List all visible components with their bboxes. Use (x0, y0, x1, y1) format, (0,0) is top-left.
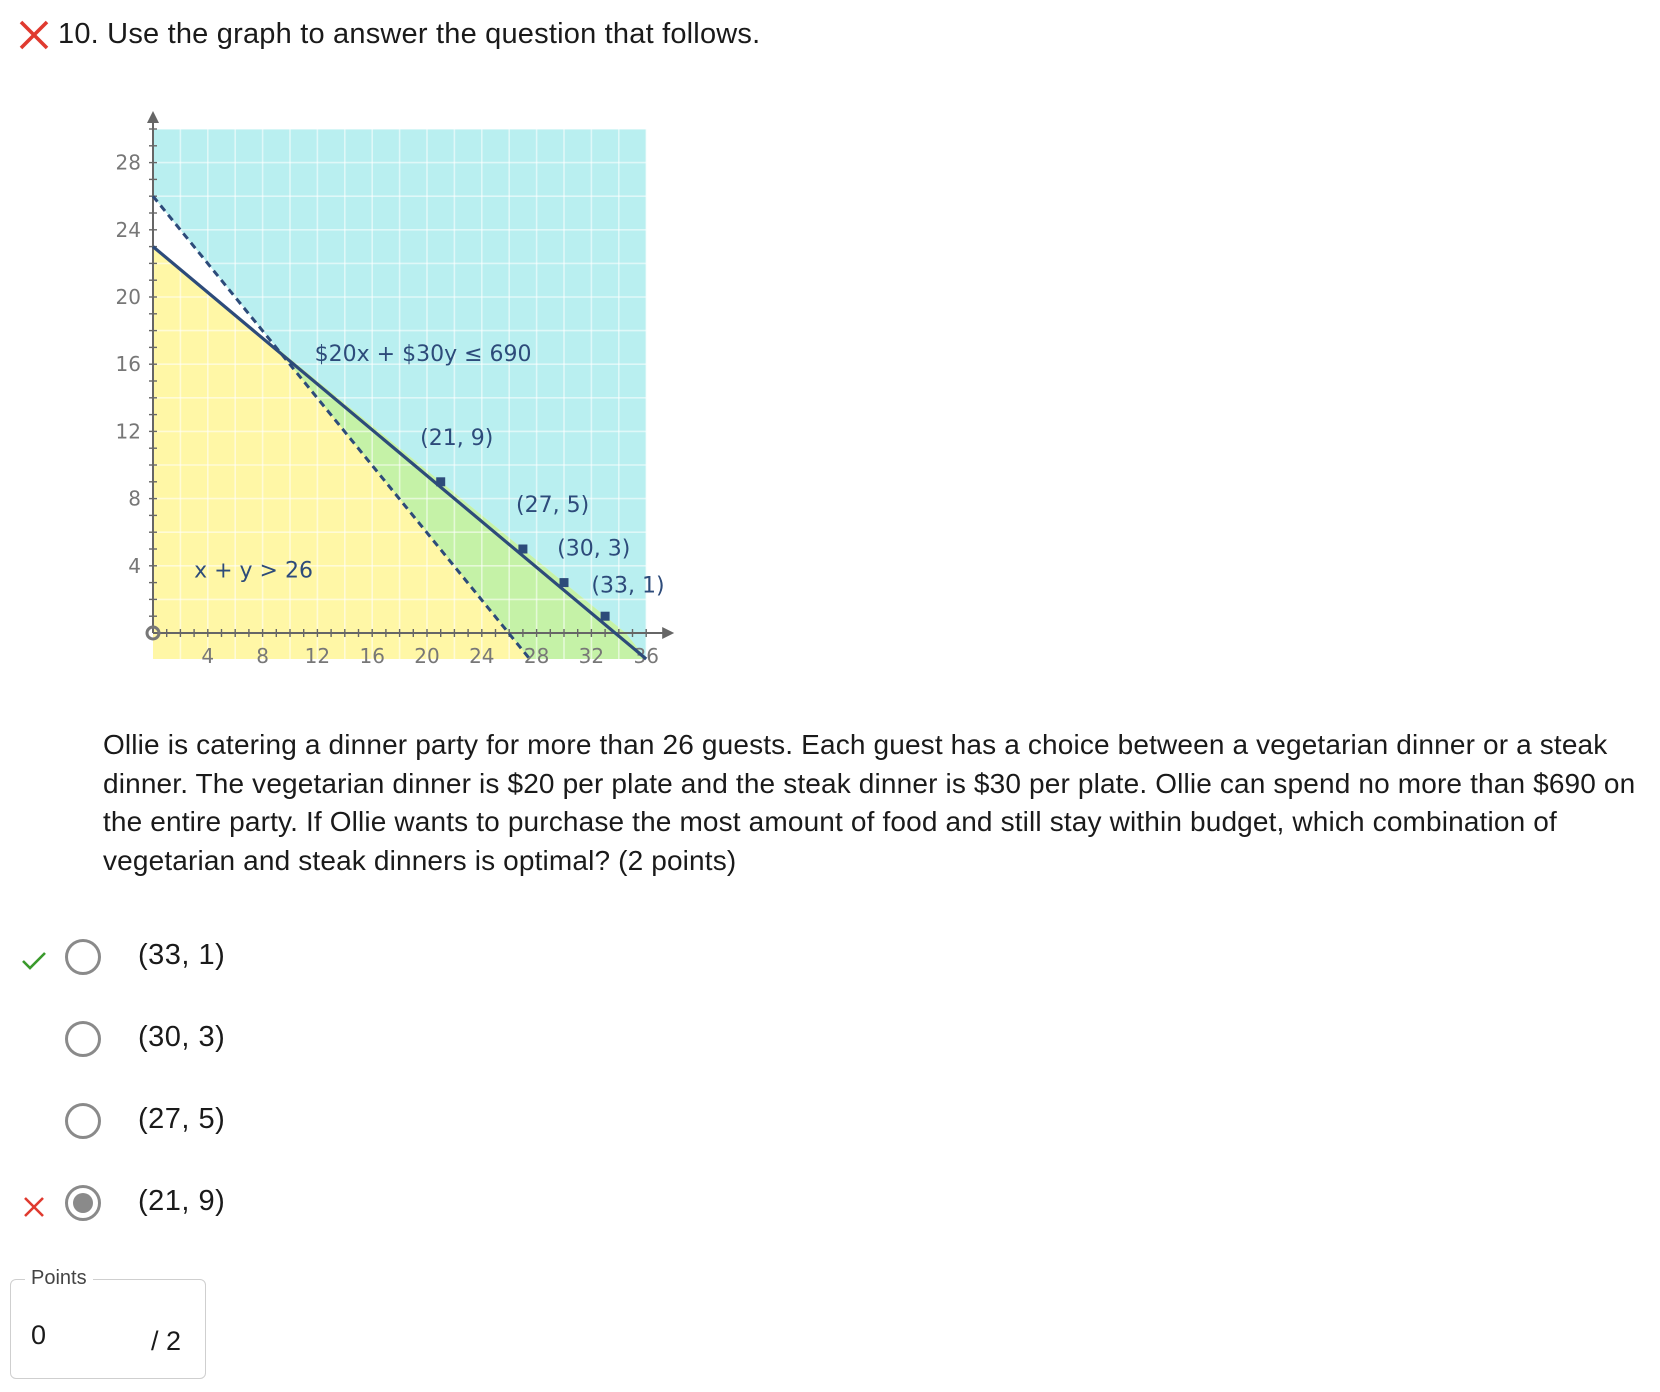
option-label: (21, 9) (138, 1185, 226, 1217)
incorrect-x-icon (20, 1193, 48, 1221)
data-point (560, 578, 569, 587)
option-label: (33, 1) (138, 939, 226, 971)
radio-button[interactable] (65, 939, 101, 975)
x-tick-label: 24 (469, 644, 495, 668)
x-tick-label: 28 (523, 644, 550, 668)
data-point (518, 545, 527, 554)
option-label: (27, 5) (138, 1103, 226, 1135)
data-point-label: (27, 5) (516, 493, 590, 519)
x-tick-label: 20 (414, 644, 440, 668)
y-tick-label: 16 (115, 352, 141, 377)
answer-option[interactable] (0, 1099, 500, 1149)
x-tick-label: 8 (256, 644, 269, 668)
data-point-label: (33, 1) (591, 573, 665, 599)
points-box (10, 1267, 206, 1379)
points-legend: Points (25, 1267, 93, 1290)
data-point-label: (30, 3) (557, 536, 631, 562)
y-axis-arrow (147, 111, 159, 123)
radio-button[interactable] (65, 1185, 101, 1221)
points-earned: 0 (31, 1320, 47, 1350)
y-tick-label: 12 (115, 419, 141, 444)
y-tick-label: 20 (115, 285, 141, 309)
data-point-label: (21, 9) (420, 425, 494, 451)
option-label: (30, 3) (138, 1021, 226, 1053)
question-text: Ollie is catering a dinner party for more than 26 guests. Each guest has a choice between a vegetarian dinner or a steak dinner. The vegetarian dinner is $20 per plate and the steak dinner is $30 per plate. Ollie can spend no more than $690 on the entire party. If Ollie wants to purchase the most amount of food and still stay within budget, which combination of vegetarian and steak dinners is optimal? (2 points) (103, 729, 1636, 876)
data-point (601, 612, 610, 621)
guests-inequality-label: x + y > 26 (194, 558, 313, 584)
y-tick-label: 8 (128, 486, 141, 511)
x-tick-label: 36 (633, 644, 659, 668)
data-point (436, 477, 445, 486)
question-header (18, 18, 760, 51)
question-title: 10. Use the graph to answer the question that follows. (58, 18, 761, 50)
x-axis-arrow (662, 627, 674, 639)
graph (88, 108, 700, 688)
answer-option[interactable] (0, 1017, 500, 1067)
inequality-graph (88, 108, 700, 688)
x-tick-label: 16 (359, 644, 385, 668)
budget-inequality-label: $20x + $30y ≤ 690 (314, 341, 532, 367)
points-possible: / 2 (151, 1326, 182, 1356)
radio-button[interactable] (65, 1021, 101, 1057)
answer-option[interactable] (0, 935, 500, 985)
x-tick-label: 4 (201, 644, 215, 668)
incorrect-x-icon (18, 19, 50, 51)
correct-check-icon (20, 947, 48, 975)
y-tick-label: 28 (115, 150, 141, 175)
x-tick-label: 32 (578, 644, 605, 668)
answer-option[interactable] (0, 1181, 500, 1231)
x-tick-label: 12 (304, 644, 331, 668)
y-tick-label: 24 (115, 217, 141, 242)
radio-button[interactable] (65, 1103, 101, 1139)
y-tick-label: 4 (128, 553, 141, 578)
